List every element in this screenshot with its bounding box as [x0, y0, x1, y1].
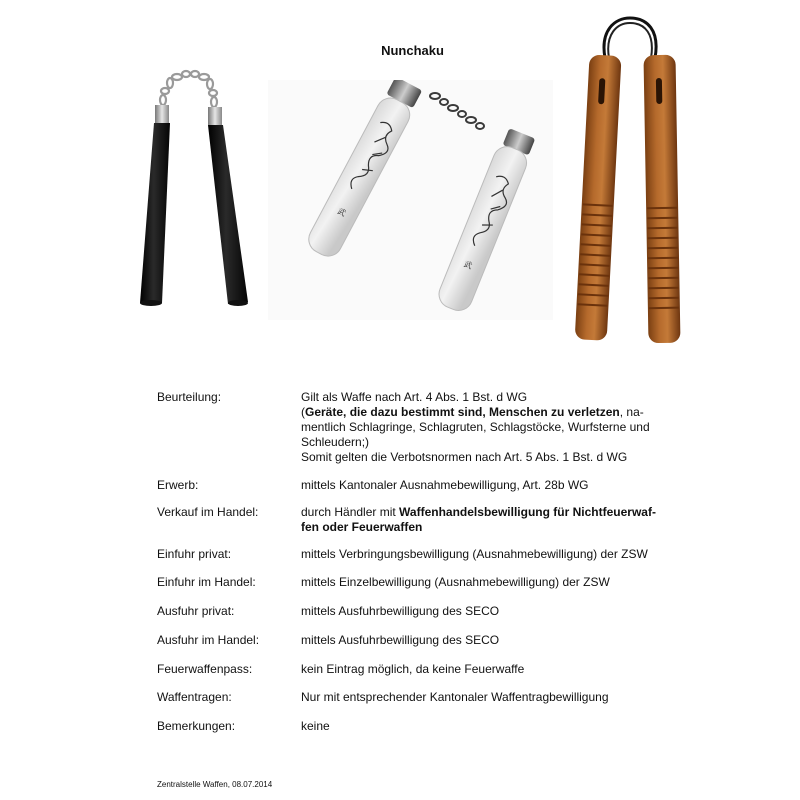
svg-text:武: 武: [462, 259, 474, 271]
row-label: Erwerb:: [157, 478, 199, 492]
white-nunchaku-image: [268, 80, 553, 320]
black-nunchaku-image: [130, 60, 260, 310]
row-value: mittels Ausfuhrbewilligung des SECO: [301, 604, 500, 618]
row-label: Einfuhr privat:: [157, 547, 232, 561]
row-value: durch Händler mit Waffenhandelsbewilligung für Nichtfeuerwaf- fen oder Feuerwaffen: [301, 505, 656, 534]
wooden-nunchaku-image: [555, 10, 705, 345]
row-value: Nur mit entsprechender Kantonaler Waffentragbewilligung: [301, 690, 609, 704]
row-label: Beurteilung:: [157, 390, 222, 404]
row-value: mittels Einzelbewilligung (Ausnahmebewilligung) der ZSW: [301, 575, 610, 589]
row-label: Ausfuhr im Handel:: [157, 633, 260, 647]
row-label: Verkauf im Handel:: [157, 505, 259, 519]
row-label: Einfuhr im Handel:: [157, 575, 256, 589]
row-value: Gilt als Waffe nach Art. 4 Abs. 1 Bst. d WG (Geräte, die dazu bestimmt sind, Menschen zu verletzen, na- mentlich Schlagringe, Schlagruten, Schlagstöcke, Wurfsterne und Schleudern;) Somit gelten die Verbotsnormen nach Art. 5 Abs. 1 Bst. d WG: [301, 390, 650, 464]
row-label: Ausfuhr privat:: [157, 604, 235, 618]
page-title: Nunchaku: [381, 43, 444, 58]
row-label: Bemerkungen:: [157, 719, 236, 733]
row-value: mittels Verbringungsbewilligung (Ausnahmebewilligung) der ZSW: [301, 547, 648, 561]
row-value: mittels Ausfuhrbewilligung des SECO: [301, 633, 500, 647]
row-value: mittels Kantonaler Ausnahmebewilligung, Art. 28b WG: [301, 478, 589, 492]
footer-source: Zentralstelle Waffen, 08.07.2014: [157, 780, 273, 789]
row-label: Waffentragen:: [157, 690, 232, 704]
row-label: Feuerwaffenpass:: [157, 662, 253, 676]
svg-text:武: 武: [335, 206, 348, 219]
row-value: keine: [301, 719, 330, 733]
row-value: kein Eintrag möglich, da keine Feuerwaffe: [301, 662, 525, 676]
